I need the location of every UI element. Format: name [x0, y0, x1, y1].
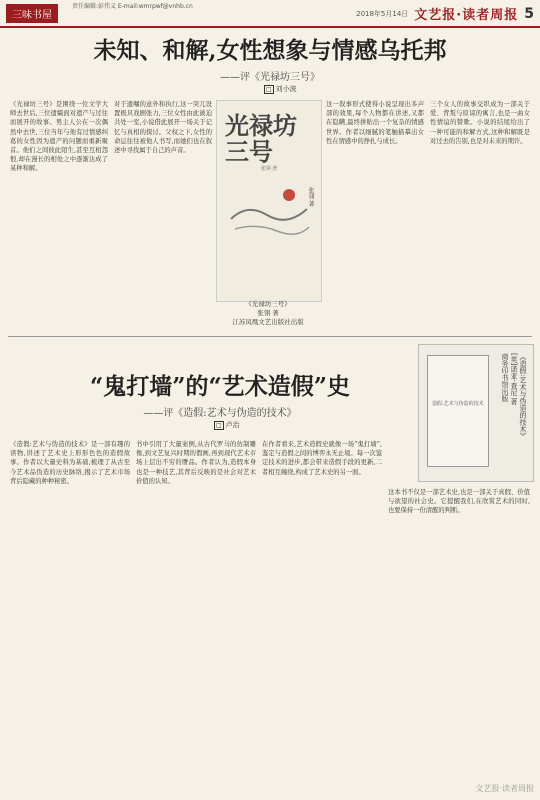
article-1-author: 刘小波: [275, 85, 297, 93]
book-2-info-line: 《造假:艺术与伪造的技术》: [519, 353, 527, 440]
newspaper-header: [0, 0, 540, 28]
article-2-author: 卢治: [225, 421, 240, 429]
issue-date: 2018年5月14日: [356, 9, 409, 18]
book-2-inner-title: 造假:艺术与伪造的技术: [432, 401, 484, 407]
article-2-column: 这本书不仅是一部艺术史,也是一部关于真假、价值与欲望的社会史。它提醒我们,在欣赏艺术的同时,也要保持一份清醒的判断。: [388, 489, 530, 515]
article-2-column: 书中引用了大量案例,从古代罗马的仿制雕像,到文艺复兴时期的假画,再到现代艺术市场上层出不穷的赝品。作者认为,造假本身也是一种技艺,其背后反映的是社会对艺术价值的认知。: [136, 441, 256, 485]
section-divider: [8, 336, 532, 337]
book-cover-illustration-icon: [227, 179, 311, 239]
article-2-title: “鬼打墙”的“艺术造假”史: [90, 373, 350, 400]
caption-line: 《光禄坊三号》: [245, 300, 291, 308]
article-1-title: 未知、和解,女性想象与情感乌托邦: [93, 37, 447, 64]
book-2-info-line: 商务印书馆出版: [501, 353, 509, 402]
article-2-column: 《造假:艺术与伪造的技术》是一部有趣的读物,讲述了艺术史上形形色色的造假故事。作者以大量史料为基础,梳理了从古至今艺术品伪造的历史脉络,揭示了艺术市场背后隐藏的种种秘密。: [10, 441, 130, 485]
book-cover-subtitle: 张翎 著: [260, 166, 278, 172]
header-right: [356, 4, 534, 23]
paper-logo: 文艺报·读者周报: [414, 8, 519, 23]
watermark: 文艺报·读者周报: [475, 784, 534, 793]
article-2-byline: [214, 420, 240, 430]
byline-marker: □: [216, 422, 222, 429]
book-caption: [216, 300, 320, 327]
article-1-column: 这一叙事形式使得小说呈现出多声部的效果,每个人物都在讲述,又都在隐瞒,最终拼贴出一个复杂的情感世界。作者以细腻的笔触描摹出女性在情感中的挣扎与成长。: [326, 101, 424, 145]
book-cover-author: 张翎 著: [307, 187, 314, 207]
page-number: 5: [524, 5, 534, 22]
article-1-subtitle: ——评《光禄坊三号》: [220, 72, 320, 83]
caption-line: 江苏凤凰文艺出版社出版: [232, 318, 304, 326]
column-tag: 三味书屋: [6, 4, 58, 23]
byline-marker: □: [266, 86, 272, 93]
book-cover-title: 光禄坊三号: [225, 111, 297, 166]
article-1-column: 三个女人的故事交织成为一部关于爱、背叛与原谅的寓言,也是一曲女性情谊的赞歌。小说的结尾给出了一种可能的和解方式,这种和解既是对过去的告别,也是对未来的期许。: [430, 101, 530, 145]
book-2-info: [500, 353, 527, 439]
editor-info: 责任编辑:彭伟义 E-mail:wmrpwf@vnhb.cn: [72, 3, 193, 10]
book-2-info-line: [英]诺亚·查尼 著: [510, 353, 518, 405]
book-2-inner: [427, 355, 489, 467]
book-2-cover-image: [418, 344, 534, 482]
article-2-column: 在作者看来,艺术造假史就像一场“鬼打墙”,鉴定与造假之间的博弈永无止境。每一次鉴定技术的进步,都会带来造假手段的更新,二者相互缠绕,构成了艺术史的另一面。: [262, 441, 382, 476]
article-1-column: 《光禄坊三号》是围绕一位文学大师去世后,三位遗孀面对遗产与过往而展开的故事。男主人公在一次偶然中去世,三位当年与他有过情感纠葛的女性因为遗产的问题而重新聚首。他们之间彼此陌生,甚至互相怨恨,却在漫长的相处之中逐渐达成了某种和解。: [10, 101, 108, 173]
caption-line: 张翎 著: [257, 309, 279, 317]
article-1-column: 对于遗嘱的意外和执行,这一突兀设置极具戏剧张力,三位女性由此被迫共处一室,小说借此展开一场关于记忆与真相的探讨。父权之下,女性的命运往往被他人书写,而她们也在叙述中寻找属于自己的声音。: [114, 101, 212, 155]
article-1-byline: [264, 84, 297, 94]
book-cover-image: [216, 100, 322, 302]
article-2-subtitle: ——评《造假:艺术与伪造的技术》: [143, 408, 297, 419]
